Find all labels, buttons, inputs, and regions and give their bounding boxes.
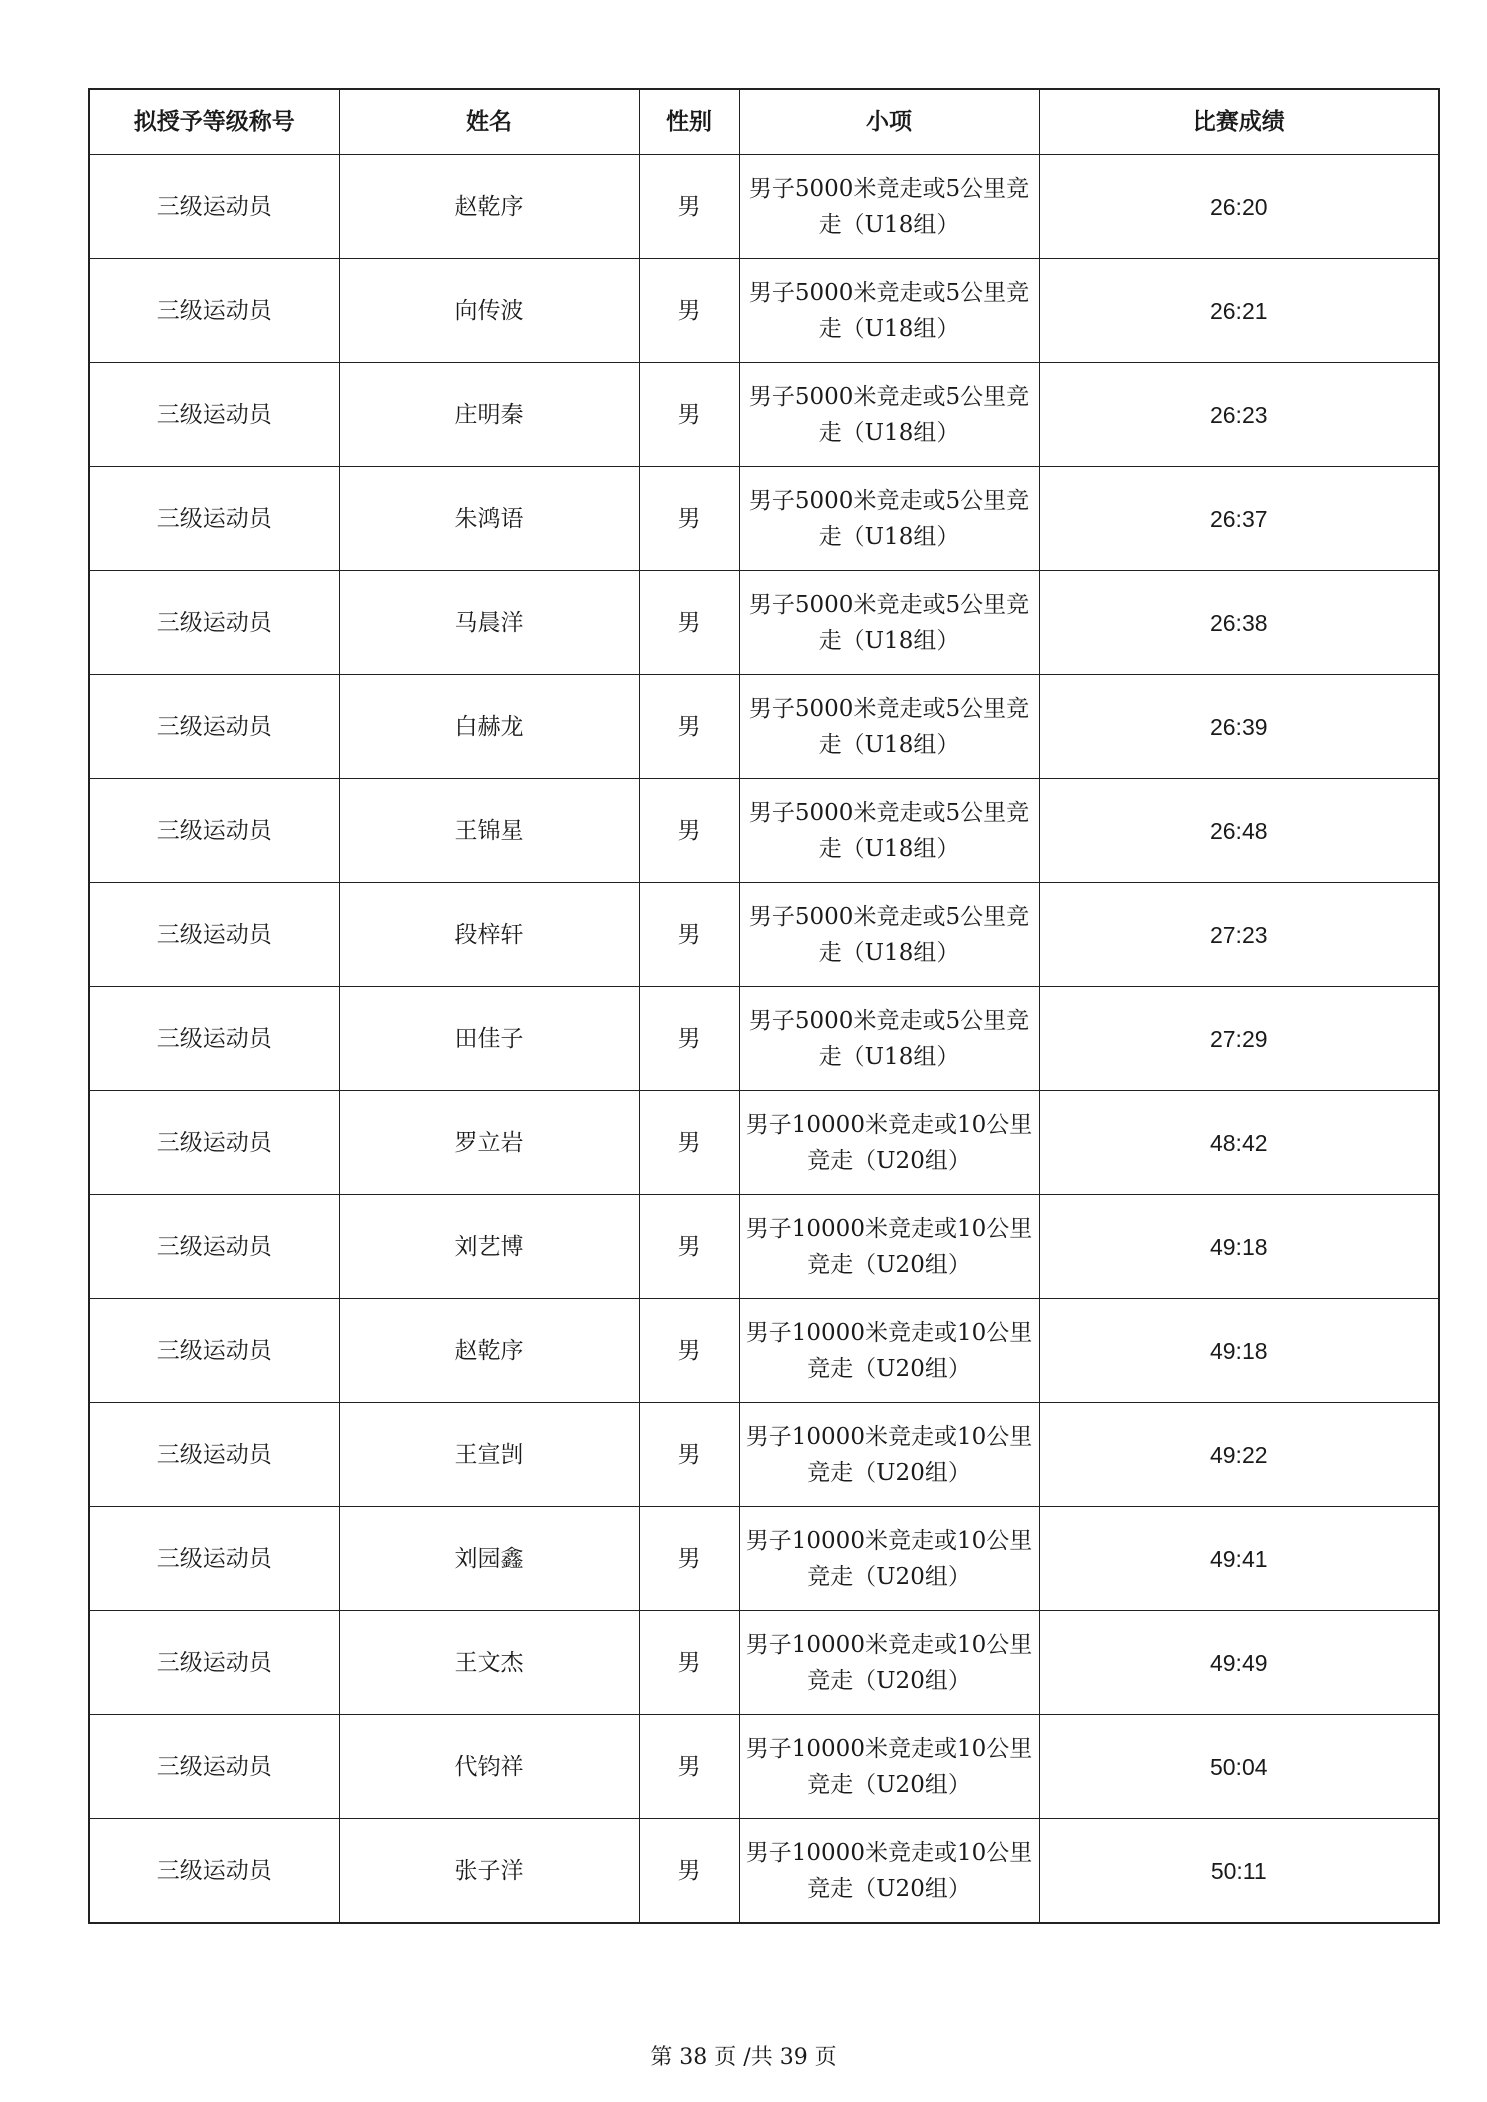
event-line-2: 走（U18组） <box>818 731 960 758</box>
gender-cell: 男 <box>639 883 739 987</box>
name-cell: 白赫龙 <box>339 675 639 779</box>
level-cell: 三级运动员 <box>89 1091 339 1195</box>
name-cell: 王锦星 <box>339 779 639 883</box>
level-cell: 三级运动员 <box>89 987 339 1091</box>
level-cell: 三级运动员 <box>89 883 339 987</box>
event-line-2: 走（U18组） <box>818 211 960 238</box>
result-cell: 49:22 <box>1039 1403 1439 1507</box>
name-cell: 罗立岩 <box>339 1091 639 1195</box>
column-header-name: 姓名 <box>339 89 639 155</box>
event-line-1: 男子10000米竞走或10公里 <box>745 1215 1033 1242</box>
table-body <box>89 155 1439 1924</box>
gender-cell: 男 <box>639 1299 739 1403</box>
name-cell: 张子洋 <box>339 1819 639 1924</box>
gender-cell: 男 <box>639 259 739 363</box>
gender-cell: 男 <box>639 467 739 571</box>
event-line-2: 竞走（U20组） <box>807 1251 971 1278</box>
event-line-1: 男子10000米竞走或10公里 <box>745 1527 1033 1554</box>
result-cell: 26:37 <box>1039 467 1439 571</box>
level-cell: 三级运动员 <box>89 1611 339 1715</box>
event-line-2: 走（U18组） <box>818 419 960 446</box>
result-cell: 49:18 <box>1039 1195 1439 1299</box>
result-cell: 50:11 <box>1039 1819 1439 1924</box>
event-cell <box>739 779 1039 883</box>
event-cell <box>739 571 1039 675</box>
results-sheet <box>88 88 1438 1924</box>
table-row <box>89 467 1439 571</box>
name-cell: 王文杰 <box>339 1611 639 1715</box>
event-line-1: 男子5000米竞走或5公里竞 <box>748 279 1030 306</box>
athlete-results-table <box>88 88 1440 1924</box>
level-cell: 三级运动员 <box>89 1507 339 1611</box>
column-header-event: 小项 <box>739 89 1039 155</box>
result-cell: 49:41 <box>1039 1507 1439 1611</box>
table-row <box>89 1507 1439 1611</box>
name-cell: 赵乾序 <box>339 155 639 259</box>
page-number: 第 38 页 /共 39 页 <box>650 2045 837 2070</box>
result-cell: 49:49 <box>1039 1611 1439 1715</box>
name-cell: 赵乾序 <box>339 1299 639 1403</box>
table-row <box>89 779 1439 883</box>
name-cell: 代钧祥 <box>339 1715 639 1819</box>
event-line-2: 走（U18组） <box>818 523 960 550</box>
event-line-2: 竞走（U20组） <box>807 1459 971 1486</box>
event-line-1: 男子5000米竞走或5公里竞 <box>748 799 1030 826</box>
table-row <box>89 1299 1439 1403</box>
event-line-1: 男子10000米竞走或10公里 <box>745 1839 1033 1866</box>
result-cell: 48:42 <box>1039 1091 1439 1195</box>
result-cell: 26:38 <box>1039 571 1439 675</box>
event-cell <box>739 363 1039 467</box>
event-cell <box>739 675 1039 779</box>
event-line-1: 男子5000米竞走或5公里竞 <box>748 487 1030 514</box>
event-line-2: 走（U18组） <box>818 939 960 966</box>
event-line-1: 男子5000米竞走或5公里竞 <box>748 175 1030 202</box>
event-cell <box>739 467 1039 571</box>
level-cell: 三级运动员 <box>89 779 339 883</box>
gender-cell: 男 <box>639 1715 739 1819</box>
result-cell: 26:48 <box>1039 779 1439 883</box>
result-cell: 27:29 <box>1039 987 1439 1091</box>
table-row <box>89 883 1439 987</box>
level-cell: 三级运动员 <box>89 675 339 779</box>
event-cell <box>739 155 1039 259</box>
level-cell: 三级运动员 <box>89 259 339 363</box>
result-cell: 26:21 <box>1039 259 1439 363</box>
event-cell <box>739 987 1039 1091</box>
gender-cell: 男 <box>639 1195 739 1299</box>
level-cell: 三级运动员 <box>89 467 339 571</box>
name-cell: 刘艺博 <box>339 1195 639 1299</box>
event-line-1: 男子5000米竞走或5公里竞 <box>748 591 1030 618</box>
event-cell <box>739 1611 1039 1715</box>
event-line-2: 竞走（U20组） <box>807 1771 971 1798</box>
event-line-2: 走（U18组） <box>818 315 960 342</box>
level-cell: 三级运动员 <box>89 1715 339 1819</box>
table-row <box>89 1611 1439 1715</box>
gender-cell: 男 <box>639 1507 739 1611</box>
gender-cell: 男 <box>639 1091 739 1195</box>
event-line-2: 走（U18组） <box>818 835 960 862</box>
table-header-row <box>89 89 1439 155</box>
gender-cell: 男 <box>639 155 739 259</box>
event-cell <box>739 1091 1039 1195</box>
event-line-2: 竞走（U20组） <box>807 1875 971 1902</box>
table-row <box>89 987 1439 1091</box>
column-header-gender: 性别 <box>639 89 739 155</box>
result-cell: 49:18 <box>1039 1299 1439 1403</box>
name-cell: 田佳子 <box>339 987 639 1091</box>
table-row <box>89 1091 1439 1195</box>
event-line-1: 男子5000米竞走或5公里竞 <box>748 1007 1030 1034</box>
table-row <box>89 571 1439 675</box>
event-line-1: 男子10000米竞走或10公里 <box>745 1735 1033 1762</box>
level-cell: 三级运动员 <box>89 1299 339 1403</box>
name-cell: 段梓轩 <box>339 883 639 987</box>
table-row <box>89 1715 1439 1819</box>
table-row <box>89 1819 1439 1924</box>
level-cell: 三级运动员 <box>89 571 339 675</box>
gender-cell: 男 <box>639 1819 739 1924</box>
event-cell <box>739 883 1039 987</box>
level-cell: 三级运动员 <box>89 1819 339 1924</box>
event-line-1: 男子5000米竞走或5公里竞 <box>748 383 1030 410</box>
table-row <box>89 1403 1439 1507</box>
event-line-2: 走（U18组） <box>818 627 960 654</box>
table-row <box>89 675 1439 779</box>
column-header-result: 比赛成绩 <box>1039 89 1439 155</box>
event-cell <box>739 259 1039 363</box>
event-cell <box>739 1819 1039 1924</box>
gender-cell: 男 <box>639 987 739 1091</box>
event-line-2: 竞走（U20组） <box>807 1667 971 1694</box>
column-header-level: 拟授予等级称号 <box>89 89 339 155</box>
name-cell: 王宣剀 <box>339 1403 639 1507</box>
event-cell <box>739 1403 1039 1507</box>
name-cell: 朱鸿语 <box>339 467 639 571</box>
table-row <box>89 155 1439 259</box>
event-cell <box>739 1507 1039 1611</box>
name-cell: 刘园鑫 <box>339 1507 639 1611</box>
result-cell: 26:23 <box>1039 363 1439 467</box>
result-cell: 50:04 <box>1039 1715 1439 1819</box>
event-cell <box>739 1715 1039 1819</box>
level-cell: 三级运动员 <box>89 1403 339 1507</box>
result-cell: 26:20 <box>1039 155 1439 259</box>
name-cell: 庄明秦 <box>339 363 639 467</box>
event-line-1: 男子10000米竞走或10公里 <box>745 1319 1033 1346</box>
event-line-2: 竞走（U20组） <box>807 1147 971 1174</box>
event-cell <box>739 1299 1039 1403</box>
gender-cell: 男 <box>639 675 739 779</box>
event-line-1: 男子5000米竞走或5公里竞 <box>748 695 1030 722</box>
table-row <box>89 259 1439 363</box>
event-line-1: 男子5000米竞走或5公里竞 <box>748 903 1030 930</box>
level-cell: 三级运动员 <box>89 363 339 467</box>
gender-cell: 男 <box>639 779 739 883</box>
result-cell: 26:39 <box>1039 675 1439 779</box>
event-line-1: 男子10000米竞走或10公里 <box>745 1631 1033 1658</box>
name-cell: 马晨洋 <box>339 571 639 675</box>
event-cell <box>739 1195 1039 1299</box>
event-line-1: 男子10000米竞走或10公里 <box>745 1111 1033 1138</box>
event-line-1: 男子10000米竞走或10公里 <box>745 1423 1033 1450</box>
event-line-2: 竞走（U20组） <box>807 1563 971 1590</box>
event-line-2: 走（U18组） <box>818 1043 960 1070</box>
table-row <box>89 363 1439 467</box>
name-cell: 向传波 <box>339 259 639 363</box>
level-cell: 三级运动员 <box>89 155 339 259</box>
gender-cell: 男 <box>639 571 739 675</box>
gender-cell: 男 <box>639 1403 739 1507</box>
result-cell: 27:23 <box>1039 883 1439 987</box>
event-line-2: 竞走（U20组） <box>807 1355 971 1382</box>
table-row <box>89 1195 1439 1299</box>
gender-cell: 男 <box>639 1611 739 1715</box>
level-cell: 三级运动员 <box>89 1195 339 1299</box>
gender-cell: 男 <box>639 363 739 467</box>
